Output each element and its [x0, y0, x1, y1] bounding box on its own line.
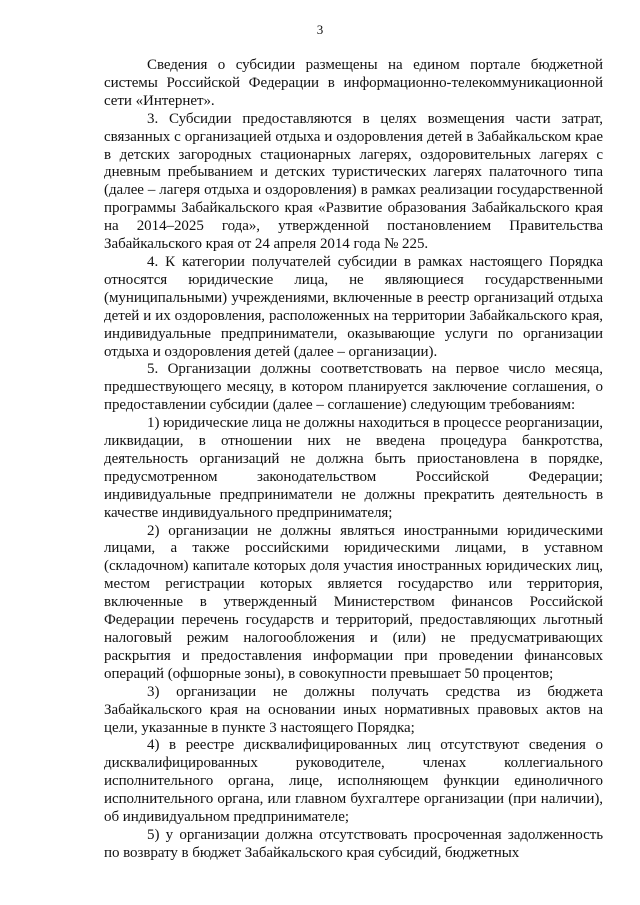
page-number: 3: [316, 22, 324, 37]
paragraph-portal-info: Сведения о субсидии размещены на едином портале бюджетной системы Российской Федерации в информационно-телекоммуникационной сети «Интернет».: [104, 57, 603, 109]
paragraph-requirement-4: 4) в реестре дисквалифицированных лиц отсутствуют сведения о дисквалифицированных руководителе, членах коллегиального исполнительного органа, лице, исполняющем функции единоличного исполнительного органа, или главном бухгалтере организации (при наличии), об индивидуальном предпринимателе;: [104, 737, 603, 826]
paragraph-requirement-2: 2) организации не должны являться иностранными юридическими лицами, а также российскими юридическими лицами, в уставном (складочном) капитале которых доля участия иностранных юридических лиц, местом регистрации которых является государство или территория, включенные в утвержденный Министерством финансов Российской Федерации перечень государств и территорий, предоставляющих льготный налоговый режим налогообложения и (или) не предусматривающих раскрытия и предоставления информации при проведении финансовых операций (офшорные зоны), в совокупности превышает 50 процентов;: [104, 522, 603, 682]
document-body: [104, 57, 603, 863]
paragraph-requirement-3: 3) организации не должны получать средства из бюджета Забайкальского края на основании иных нормативных правовых актов на цели, указанные в пункте 3 настоящего Порядка;: [104, 683, 603, 736]
paragraph-item-3-purpose: 3. Субсидии предоставляются в целях возмещения части затрат, связанных с организацией отдыха и оздоровления детей в Забайкальском крае в детских загородных стационарных лагерях, оздоровительных лагерях с дневным пребыванием и детских туристических лагерях палаточного типа (далее – лагеря отдыха и оздоровления) в рамках реализации государственной программы Забайкальского края «Развитие образования Забайкальского края на 2014–2025 года», утвержденной постановлением Правительства Забайкальского края от 24 апреля 2014 года № 225.: [104, 110, 603, 253]
paragraph-requirement-1: 1) юридические лица не должны находиться в процессе реорганизации, ликвидации, в отношении них не введена процедура банкротства, деятельность организаций не должна быть приостановлена в порядке, предусмотренном законодательством Российской Федерации; индивидуальные предприниматели не должны прекратить деятельность в качестве индивидуального предпринимателя;: [104, 415, 603, 521]
paragraph-item-5-requirements: 5. Организации должны соответствовать на первое число месяца, предшествующего месяцу, в котором планируется заключение соглашения, о предоставлении субсидии (далее – соглашение) следующим требованиям:: [104, 361, 603, 414]
paragraph-item-4-recipients: 4. К категории получателей субсидии в рамках настоящего Порядка относятся юридические лица, не являющиеся государственными (муниципальными) учреждениями, включенные в реестр организаций отдыха детей и их оздоровления, расположенных на территории Забайкальского края, индивидуальные предприниматели, оказывающие услуги по организации отдыха и оздоровления детей (далее – организации).: [104, 253, 603, 360]
paragraph-requirement-5: 5) у организации должна отсутствовать просроченная задолженность по возврату в бюджет Забайкальского края субсидий, бюджетных: [104, 826, 603, 861]
